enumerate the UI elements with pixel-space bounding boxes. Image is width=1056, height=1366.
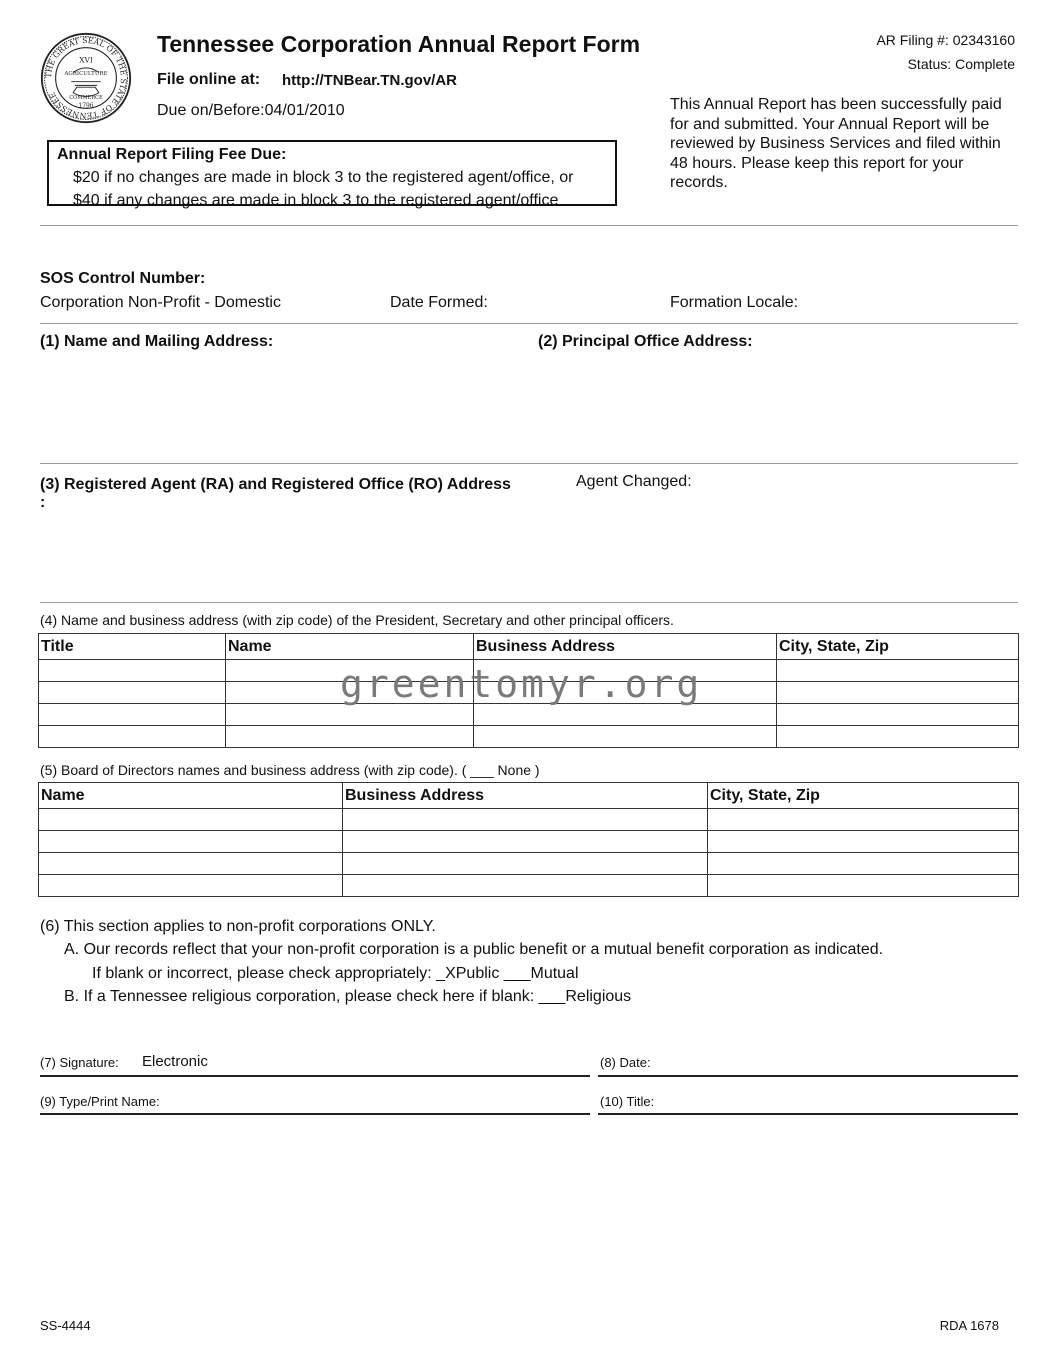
title-label: (10) Title: bbox=[600, 1094, 655, 1109]
officer-name-cell[interactable] bbox=[226, 704, 474, 726]
officers-section-label: (4) Name and business address (with zip code) of the President, Secretary and other principal officers. bbox=[40, 612, 674, 628]
signature-value[interactable]: Electronic bbox=[142, 1053, 208, 1070]
sos-control-number-label: SOS Control Number: bbox=[40, 270, 206, 287]
benefit-type-options bbox=[92, 965, 579, 983]
file-online-link[interactable]: http://TNBear.TN.gov/AR bbox=[282, 72, 457, 89]
date-line bbox=[598, 1075, 1018, 1077]
directors-table bbox=[38, 782, 1019, 897]
signature-line bbox=[40, 1075, 590, 1077]
table-row bbox=[39, 704, 1019, 726]
col-header-business-address: Business Address bbox=[343, 783, 708, 809]
officer-title-cell[interactable] bbox=[39, 726, 226, 748]
title-line bbox=[598, 1113, 1018, 1115]
fee-with-change: $40 if any changes are made in block 3 to the registered agent/office bbox=[73, 192, 559, 209]
due-date bbox=[157, 102, 345, 120]
director-name-cell[interactable] bbox=[39, 875, 343, 897]
public-checkbox[interactable]: _X bbox=[436, 965, 456, 982]
benefit-type-statement: A. Our records reflect that your non-profit corporation is a public benefit or a mutual benefit corporation as indicated. bbox=[64, 941, 884, 958]
col-header-name: Name bbox=[39, 783, 343, 809]
director-name-cell[interactable] bbox=[39, 831, 343, 853]
registered-agent-label-line1: (3) Registered Agent (RA) and Registered Office (RO) Address bbox=[40, 476, 511, 493]
officer-address-cell[interactable] bbox=[474, 704, 777, 726]
director-city-cell[interactable] bbox=[708, 831, 1019, 853]
due-label: Due on/Before: bbox=[157, 102, 265, 119]
status-label: Status: bbox=[907, 56, 952, 72]
watermark: greentomyr.org bbox=[340, 662, 703, 706]
officer-city-cell[interactable] bbox=[777, 660, 1019, 682]
ar-filing-label: AR Filing #: bbox=[876, 32, 949, 48]
col-header-city-state-zip: City, State, Zip bbox=[708, 783, 1019, 809]
tennessee-state-seal bbox=[40, 32, 132, 124]
officer-address-cell[interactable] bbox=[474, 726, 777, 748]
rda-number: RDA 1678 bbox=[939, 1318, 999, 1333]
signature-label: (7) Signature: bbox=[40, 1055, 119, 1070]
nonprofit-section-intro: (6) This section applies to non-profit corporations ONLY. bbox=[40, 918, 436, 935]
officers-header-row bbox=[39, 634, 1019, 660]
officer-title-cell[interactable] bbox=[39, 704, 226, 726]
table-row bbox=[39, 853, 1019, 875]
registered-agent-label bbox=[40, 476, 511, 512]
mutual-checkbox[interactable]: ___ bbox=[503, 965, 531, 982]
divider bbox=[40, 225, 1018, 226]
officer-title-cell[interactable] bbox=[39, 660, 226, 682]
col-header-name: Name bbox=[226, 634, 474, 660]
registered-agent-label-line2: : bbox=[40, 494, 46, 511]
religious-option bbox=[64, 988, 631, 1006]
form-title: Tennessee Corporation Annual Report Form bbox=[157, 31, 641, 57]
directors-header-row bbox=[39, 783, 1019, 809]
religious-label: Religious bbox=[565, 988, 632, 1005]
status-value: Complete bbox=[955, 56, 1015, 72]
director-address-cell[interactable] bbox=[343, 809, 708, 831]
director-name-cell[interactable] bbox=[39, 853, 343, 875]
corporation-type: Corporation Non-Profit - Domestic bbox=[40, 294, 281, 311]
divider bbox=[40, 602, 1018, 603]
col-header-title: Title bbox=[39, 634, 226, 660]
mutual-label: Mutual bbox=[530, 965, 579, 982]
agent-changed-label: Agent Changed: bbox=[576, 473, 692, 490]
director-name-cell[interactable] bbox=[39, 809, 343, 831]
principal-office-address-label: (2) Principal Office Address: bbox=[538, 333, 753, 350]
date-formed-label: Date Formed: bbox=[390, 294, 488, 311]
name-mailing-address-label: (1) Name and Mailing Address: bbox=[40, 333, 274, 350]
print-name-line bbox=[40, 1113, 590, 1115]
fee-heading: Annual Report Filing Fee Due: bbox=[57, 146, 287, 163]
table-row bbox=[39, 831, 1019, 853]
public-label: Public bbox=[455, 965, 504, 982]
seal-ring-text: THE GREAT SEAL OF THE STATE OF TENNESSEE bbox=[43, 35, 129, 121]
table-row bbox=[39, 726, 1019, 748]
religious-checkbox[interactable]: ___ bbox=[538, 988, 566, 1005]
fee-no-change: $20 if no changes are made in block 3 to the registered agent/office, or bbox=[73, 169, 574, 186]
director-city-cell[interactable] bbox=[708, 875, 1019, 897]
filing-fee-box bbox=[47, 140, 617, 209]
form-number: SS-4444 bbox=[40, 1318, 91, 1333]
seal-roman-numeral: XVI bbox=[79, 55, 93, 65]
director-city-cell[interactable] bbox=[708, 809, 1019, 831]
due-date-value: 04/01/2010 bbox=[264, 102, 345, 119]
table-row bbox=[39, 875, 1019, 897]
officer-title-cell[interactable] bbox=[39, 682, 226, 704]
divider bbox=[40, 463, 1018, 464]
col-header-city-state-zip: City, State, Zip bbox=[777, 634, 1019, 660]
seal-agriculture-text: AGRICULTURE bbox=[64, 71, 108, 78]
print-name-label: (9) Type/Print Name: bbox=[40, 1094, 160, 1109]
date-label: (8) Date: bbox=[600, 1055, 651, 1070]
filing-status bbox=[908, 56, 1015, 72]
religious-prompt: B. If a Tennessee religious corporation, please check here if blank: bbox=[64, 988, 539, 1005]
seal-year: 1796 bbox=[78, 102, 94, 110]
directors-section-label: (5) Board of Directors names and business address (with zip code). ( ___ None ) bbox=[40, 762, 540, 778]
col-header-business-address: Business Address bbox=[474, 634, 777, 660]
benefit-type-prompt: If blank or incorrect, please check appropriately: bbox=[92, 965, 437, 982]
table-row bbox=[39, 809, 1019, 831]
file-online-label: File online at: bbox=[157, 71, 261, 88]
ar-filing-number bbox=[876, 32, 1015, 48]
director-address-cell[interactable] bbox=[343, 831, 708, 853]
officer-city-cell[interactable] bbox=[777, 682, 1019, 704]
officer-city-cell[interactable] bbox=[777, 704, 1019, 726]
ar-filing-value: 02343160 bbox=[952, 32, 1015, 48]
director-address-cell[interactable] bbox=[343, 853, 708, 875]
director-city-cell[interactable] bbox=[708, 853, 1019, 875]
seal-commerce-text: COMMERCE bbox=[69, 95, 103, 102]
director-address-cell[interactable] bbox=[343, 875, 708, 897]
officer-city-cell[interactable] bbox=[777, 726, 1019, 748]
submission-notice: This Annual Report has been successfully paid for and submitted. Your Annual Report will be reviewed by Business Services and filed within 48 hours. Please keep this report for your records. bbox=[670, 96, 1002, 191]
divider bbox=[40, 323, 1018, 324]
formation-locale-label: Formation Locale: bbox=[670, 294, 799, 311]
officer-name-cell[interactable] bbox=[226, 726, 474, 748]
